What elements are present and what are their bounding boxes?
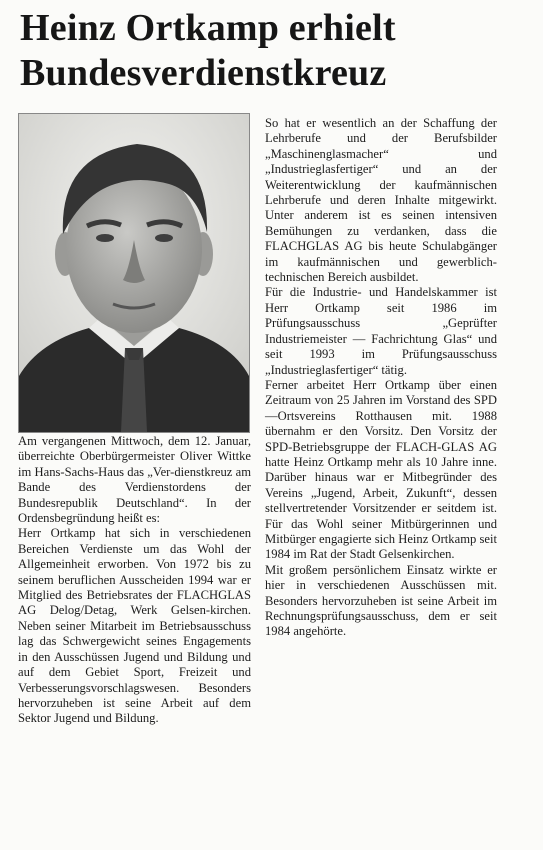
paragraph-council: Mit großem persönlichem Einsatz wirkte er hier in verschiedenen Ausschüssen mit. Besonders hervorzuheben ist seine Arbeit im Rechnungsprüfungsausschuss, dem er seit 1984 angehörte. <box>265 562 497 639</box>
paragraph-spd: Ferner arbeitet Herr Ortkamp über einen Zeitraum von 25 Jahren im Vorstand des SPD—Ortsvereins Rotthausen mit. 1988 übernahm er den Vorsitz. Den Vorsitz der SPD-Betriebsgruppe der FLACH-GLAS AG hatte Heinz Ortkamp mehr als 10 Jahre inne. Darüber hinaus war er Mitbegründer des Vereins „Jugend, Arbeit, Zukunft“, dessen stellvertretender Vorsitzender er seitdem ist. Für das Wohl seiner Mitbürgerinnen und Mitbürger engagierte sich Heinz Ortkamp seit 1984 im Rat der Stadt Gelsenkirchen. <box>265 377 497 562</box>
paragraph-intro: Am vergangenen Mittwoch, dem 12. Januar, überreichte Oberbürgermeister Oliver Wittke im Hans-Sachs-Haus das „Ver-dienstkreuz am Bande des Verdienstordens der Bundesrepublik Deutschland“. In der Ordensbegründung heißt es: <box>18 434 251 526</box>
portrait-photo <box>18 113 250 433</box>
article-column-left <box>18 434 251 727</box>
paragraph-training: So hat er wesentlich an der Schaffung der Lehrberufe und der Berufsbilder „Maschinenglasmacher“ und „Industrieglasfertiger“ und an der Weiterentwicklung der kaufmännischen Lehrberufe und deren Inhalte mitgewirkt. Unter anderem ist es seinen intensiven Bemühungen zu verdanken, dass die FLACHGLAS AG bis heute Schulabgänger im kaufmännischen und gewerblich-technischen Bereich ausbildet. <box>265 116 497 285</box>
headline-line-1: Heinz Ortkamp erhielt <box>20 7 396 49</box>
paragraph-ihk: Für die Industrie- und Handelskammer ist Herr Ortkamp seit 1986 im Prüfungsausschuss „Geprüfter Industriemeister — Fachrichtung Glas“ und seit 1993 im Prüfungsausschuss „Industrieglasfertiger“ tätig. <box>265 285 497 377</box>
portrait-illustration <box>19 114 249 432</box>
article-headline <box>20 6 535 96</box>
paragraph-merits: Herr Ortkamp hat sich in verschiedenen Bereichen Verdienste um das Wohl der Allgemeinheit erworben. Von 1972 bis zu seinem beruflichen Ausscheiden 1994 war er Mitglied des Betriebsrates der FLACHGLAS AG Delog/Detag, Werk Gelsen-kirchen. Neben seiner Mitarbeit im Betriebsausschuss lag das Schwergewicht seines Engagements in den Ausschüssen Jugend und Bildung und auf dem Gebiet Sport, Freizeit und Verbesserungsvorschlagswesen. Besonders hervorzuheben ist seine Arbeit auf dem Sektor Jugend und Bildung. <box>18 526 251 726</box>
article-column-right <box>265 116 497 640</box>
headline-line-2: Bundesverdienstkreuz <box>20 52 387 94</box>
